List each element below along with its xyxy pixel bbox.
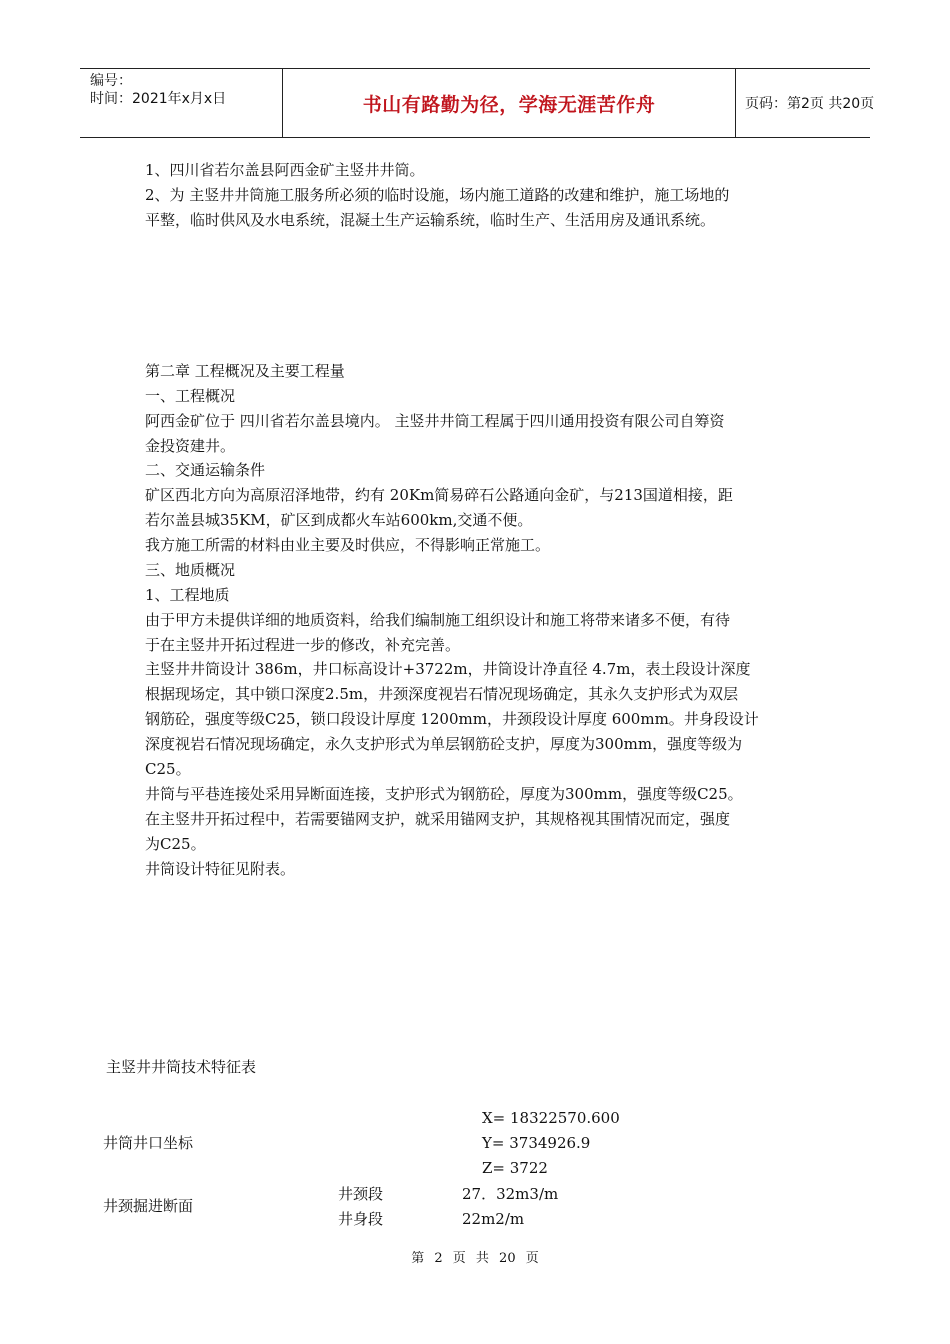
paragraph-line: 于在主竖井开拓过程进一步的修改，补充完善。 bbox=[145, 636, 461, 654]
paragraph-line: 深度视岩石情况现场确定，永久支护形式为单层钢筋砼支护，厚度为300mm，强度等级为 bbox=[145, 735, 743, 753]
document-date-label: 时间：2021年x月x日 bbox=[90, 91, 227, 107]
document-header bbox=[80, 68, 875, 138]
coord-x-value: X= 18322570.600 bbox=[482, 1109, 620, 1127]
paragraph-line: 2、为 主竖井井筒施工服务所必须的临时设施，场内施工道路的改建和维护，施工场地的 bbox=[145, 186, 730, 204]
section-heading: 一、工程概况 bbox=[145, 387, 236, 405]
paragraph-line: 金投资建井。 bbox=[145, 437, 236, 455]
neck-section-label: 井颈段 bbox=[338, 1185, 384, 1203]
paragraph-line: 平整，临时供风及水电系统，混凝土生产运输系统，临时生产、生活用房及通讯系统。 bbox=[145, 211, 716, 229]
chapter-heading: 第二章 工程概况及主要工程量 bbox=[145, 362, 345, 380]
paragraph-line: 我方施工所需的材料由业主要及时供应，不得影响正常施工。 bbox=[145, 536, 551, 554]
paragraph-line: 由于甲方未提供详细的地质资料，给我们编制施工组织设计和施工将带来诸多不便，有待 bbox=[145, 611, 731, 629]
document-number-label: 编号： bbox=[90, 73, 132, 89]
section-heading: 三、地质概况 bbox=[145, 561, 236, 579]
body-section-label: 井身段 bbox=[338, 1210, 384, 1228]
header-page-code: 页码：第2页 共20页 bbox=[745, 96, 875, 112]
coord-label: 井筒井口坐标 bbox=[103, 1134, 194, 1152]
header-motto: 书山有路勤为径，学海无涯苦作舟 bbox=[362, 93, 656, 116]
table-title: 主竖井井筒技术特征表 bbox=[106, 1058, 257, 1076]
page-footer: 第 2 页 共 20 页 bbox=[411, 1251, 539, 1266]
subsection-heading: 1、工程地质 bbox=[145, 586, 230, 604]
paragraph-line: 在主竖井开拓过程中，若需要锚网支护，就采用锚网支护，其规格视其围情况而定，强度 bbox=[145, 810, 731, 828]
paragraph-line: C25。 bbox=[145, 760, 191, 778]
paragraph-line: 阿西金矿位于 四川省若尔盖县境内。 主竖井井筒工程属于四川通用投资有限公司自筹资 bbox=[145, 412, 725, 430]
header-page-cell bbox=[736, 69, 875, 137]
header-motto-cell bbox=[282, 69, 736, 137]
paragraph-line: 1、四川省若尔盖县阿西金矿主竖井井筒。 bbox=[145, 161, 425, 179]
coord-z-value: Z= 3722 bbox=[482, 1159, 548, 1177]
paragraph-line: 主竖井井筒设计 386m，井口标高设计+3722m，井筒设计净直径 4.7m，表土段设计深度 bbox=[145, 660, 751, 678]
coord-y-value: Y= 3734926.9 bbox=[482, 1134, 591, 1152]
paragraph-line: 井筒设计特征见附表。 bbox=[145, 860, 296, 878]
section-label: 井颈掘进断面 bbox=[103, 1197, 194, 1215]
neck-section-value: 27．32m3/m bbox=[462, 1185, 559, 1203]
paragraph-line: 钢筋砼，强度等级C25，锁口段设计厚度 1200mm，井颈段设计厚度 600mm。井身段设计 bbox=[145, 710, 759, 728]
paragraph-line: 为C25。 bbox=[145, 835, 206, 853]
paragraph-line: 若尔盖县城35KM，矿区到成都火车站600km,交通不便。 bbox=[145, 511, 533, 529]
section-heading: 二、交通运输条件 bbox=[145, 461, 266, 479]
paragraph-line: 井筒与平巷连接处采用异断面连接，支护形式为钢筋砼，厚度为300mm，强度等级C25。 bbox=[145, 785, 743, 803]
paragraph-line: 根据现场定，其中锁口深度2.5m，井颈深度视岩石情况现场确定，其永久支护形式为双层 bbox=[145, 685, 739, 703]
paragraph-line: 矿区西北方向为高原沼泽地带，约有 20Km简易碎石公路通向金矿，与213国道相接，距 bbox=[145, 486, 733, 504]
body-section-value: 22m2/m bbox=[462, 1210, 525, 1228]
header-meta-cell bbox=[80, 69, 282, 137]
